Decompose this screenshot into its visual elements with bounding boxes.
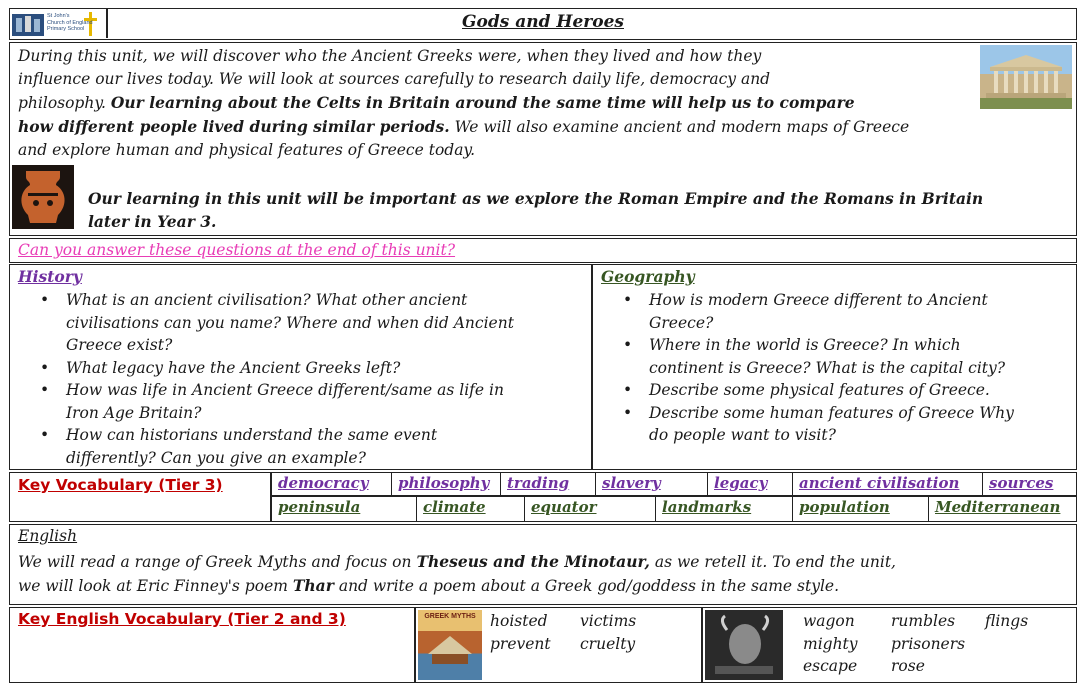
intro-line-5: and explore human and physical features of Greece today. bbox=[18, 141, 476, 159]
history-question-1: • What is an ancient civilisation? What other ancient civilisations can you name? Where and when did Ancient Greece exist? bbox=[10, 289, 591, 357]
english-line-2: we will look at Eric Finney's poem Thar and write a poem about a Greek god/goddess in the same style. bbox=[18, 576, 840, 595]
vocab-set-2-row-3: escape rose bbox=[803, 657, 925, 675]
key-vocab-label: Key Vocabulary (Tier 3) bbox=[18, 476, 223, 494]
logo-text: St John's Church of England Primary School bbox=[47, 13, 93, 32]
intro-line-4: how different people lived during similar periods. We will also examine ancient and modern maps of Greece bbox=[18, 117, 910, 136]
history-heading: History bbox=[18, 267, 82, 286]
english-vocab-set-1 bbox=[415, 607, 702, 683]
future-link-line-2: later in Year 3. bbox=[88, 212, 217, 231]
minotaur-illustration bbox=[705, 610, 783, 680]
vocab-geography-landmarks: landmarks bbox=[655, 496, 793, 522]
geography-question-3: • Describe some physical features of Greece. bbox=[593, 379, 1076, 402]
parthenon-photo bbox=[980, 45, 1072, 109]
vocab-set-2-row-1: wagon rumbles flings bbox=[803, 612, 1029, 630]
english-heading: English bbox=[18, 527, 78, 545]
vocab-history-trading: trading bbox=[500, 472, 596, 496]
history-section bbox=[9, 264, 592, 470]
history-question-2: • What legacy have the Ancient Greeks left? bbox=[10, 357, 591, 380]
minotaur-icon bbox=[705, 610, 783, 680]
book-title: GREEK MYTHS bbox=[424, 613, 476, 620]
geography-heading: Geography bbox=[601, 267, 695, 286]
intro-line-2: influence our lives today. We will look at sources carefully to research daily life, democracy and bbox=[18, 70, 771, 88]
intro-section bbox=[9, 42, 1077, 236]
vocab-geography-peninsula: peninsula bbox=[271, 496, 417, 522]
geography-question-1: • How is modern Greece different to Ancient Greece? bbox=[593, 289, 1076, 334]
vocab-geography-climate: climate bbox=[416, 496, 525, 522]
geography-question-4: • Describe some human features of Greece Why do people want to visit? bbox=[593, 402, 1076, 447]
vocab-geography-population: population bbox=[792, 496, 929, 522]
parthenon-icon bbox=[980, 45, 1072, 109]
history-question-4: • How can historians understand the same event differently? Can you give an example? bbox=[10, 424, 591, 469]
future-link-line-1: Our learning in this unit will be important as we explore the Roman Empire and the Romans in Britain bbox=[88, 189, 984, 208]
vocab-history-democracy: democracy bbox=[271, 472, 392, 496]
book-illustration-icon bbox=[418, 610, 482, 680]
vocab-history-philosophy: philosophy bbox=[391, 472, 501, 496]
vocab-geography-mediterranean: Mediterranean bbox=[928, 496, 1077, 522]
english-vocab-label-cell bbox=[9, 607, 415, 683]
english-line-1: We will read a range of Greek Myths and focus on Theseus and the Minotaur, as we retell it. To end the unit, bbox=[18, 552, 896, 571]
geography-question-2: • Where in the world is Greece? In which continent is Greece? What is the capital city? bbox=[593, 334, 1076, 379]
question-prompt: Can you answer these questions at the end of this unit? bbox=[18, 241, 456, 259]
key-vocab-label-cell bbox=[9, 472, 271, 522]
vocab-history-sources: sources bbox=[982, 472, 1077, 496]
vocab-set-1-row-1: hoisted victims bbox=[490, 612, 637, 630]
english-vocab-label: Key English Vocabulary (Tier 2 and 3) bbox=[18, 610, 346, 628]
english-section bbox=[9, 524, 1077, 605]
intro-line-3: philosophy. Our learning about the Celts in Britain around the same time will help us to compare bbox=[18, 93, 855, 112]
vocab-geography-equator: equator bbox=[524, 496, 656, 522]
geography-section bbox=[592, 264, 1077, 470]
page-title: Gods and Heroes bbox=[462, 12, 624, 32]
vocab-history-ancient-civilisation: ancient civilisation bbox=[792, 472, 983, 496]
intro-line-1: During this unit, we will discover who the Ancient Greeks were, when they lived and how they bbox=[18, 47, 762, 65]
greek-vase-photo bbox=[12, 165, 74, 229]
vocab-set-1-row-2: prevent cruelty bbox=[490, 635, 636, 653]
english-vocab-set-2 bbox=[702, 607, 1077, 683]
vocab-history-slavery: slavery bbox=[595, 472, 708, 496]
vocab-set-2-row-2: mighty prisoners bbox=[803, 635, 966, 653]
header-bar bbox=[9, 8, 1077, 40]
vocab-history-legacy: legacy bbox=[707, 472, 793, 496]
history-question-3: • How was life in Ancient Greece different/same as life in Iron Age Britain? bbox=[10, 379, 591, 424]
greek-vase-icon bbox=[12, 165, 74, 229]
greek-myths-book-cover bbox=[418, 610, 482, 680]
question-prompt-bar bbox=[9, 238, 1077, 263]
